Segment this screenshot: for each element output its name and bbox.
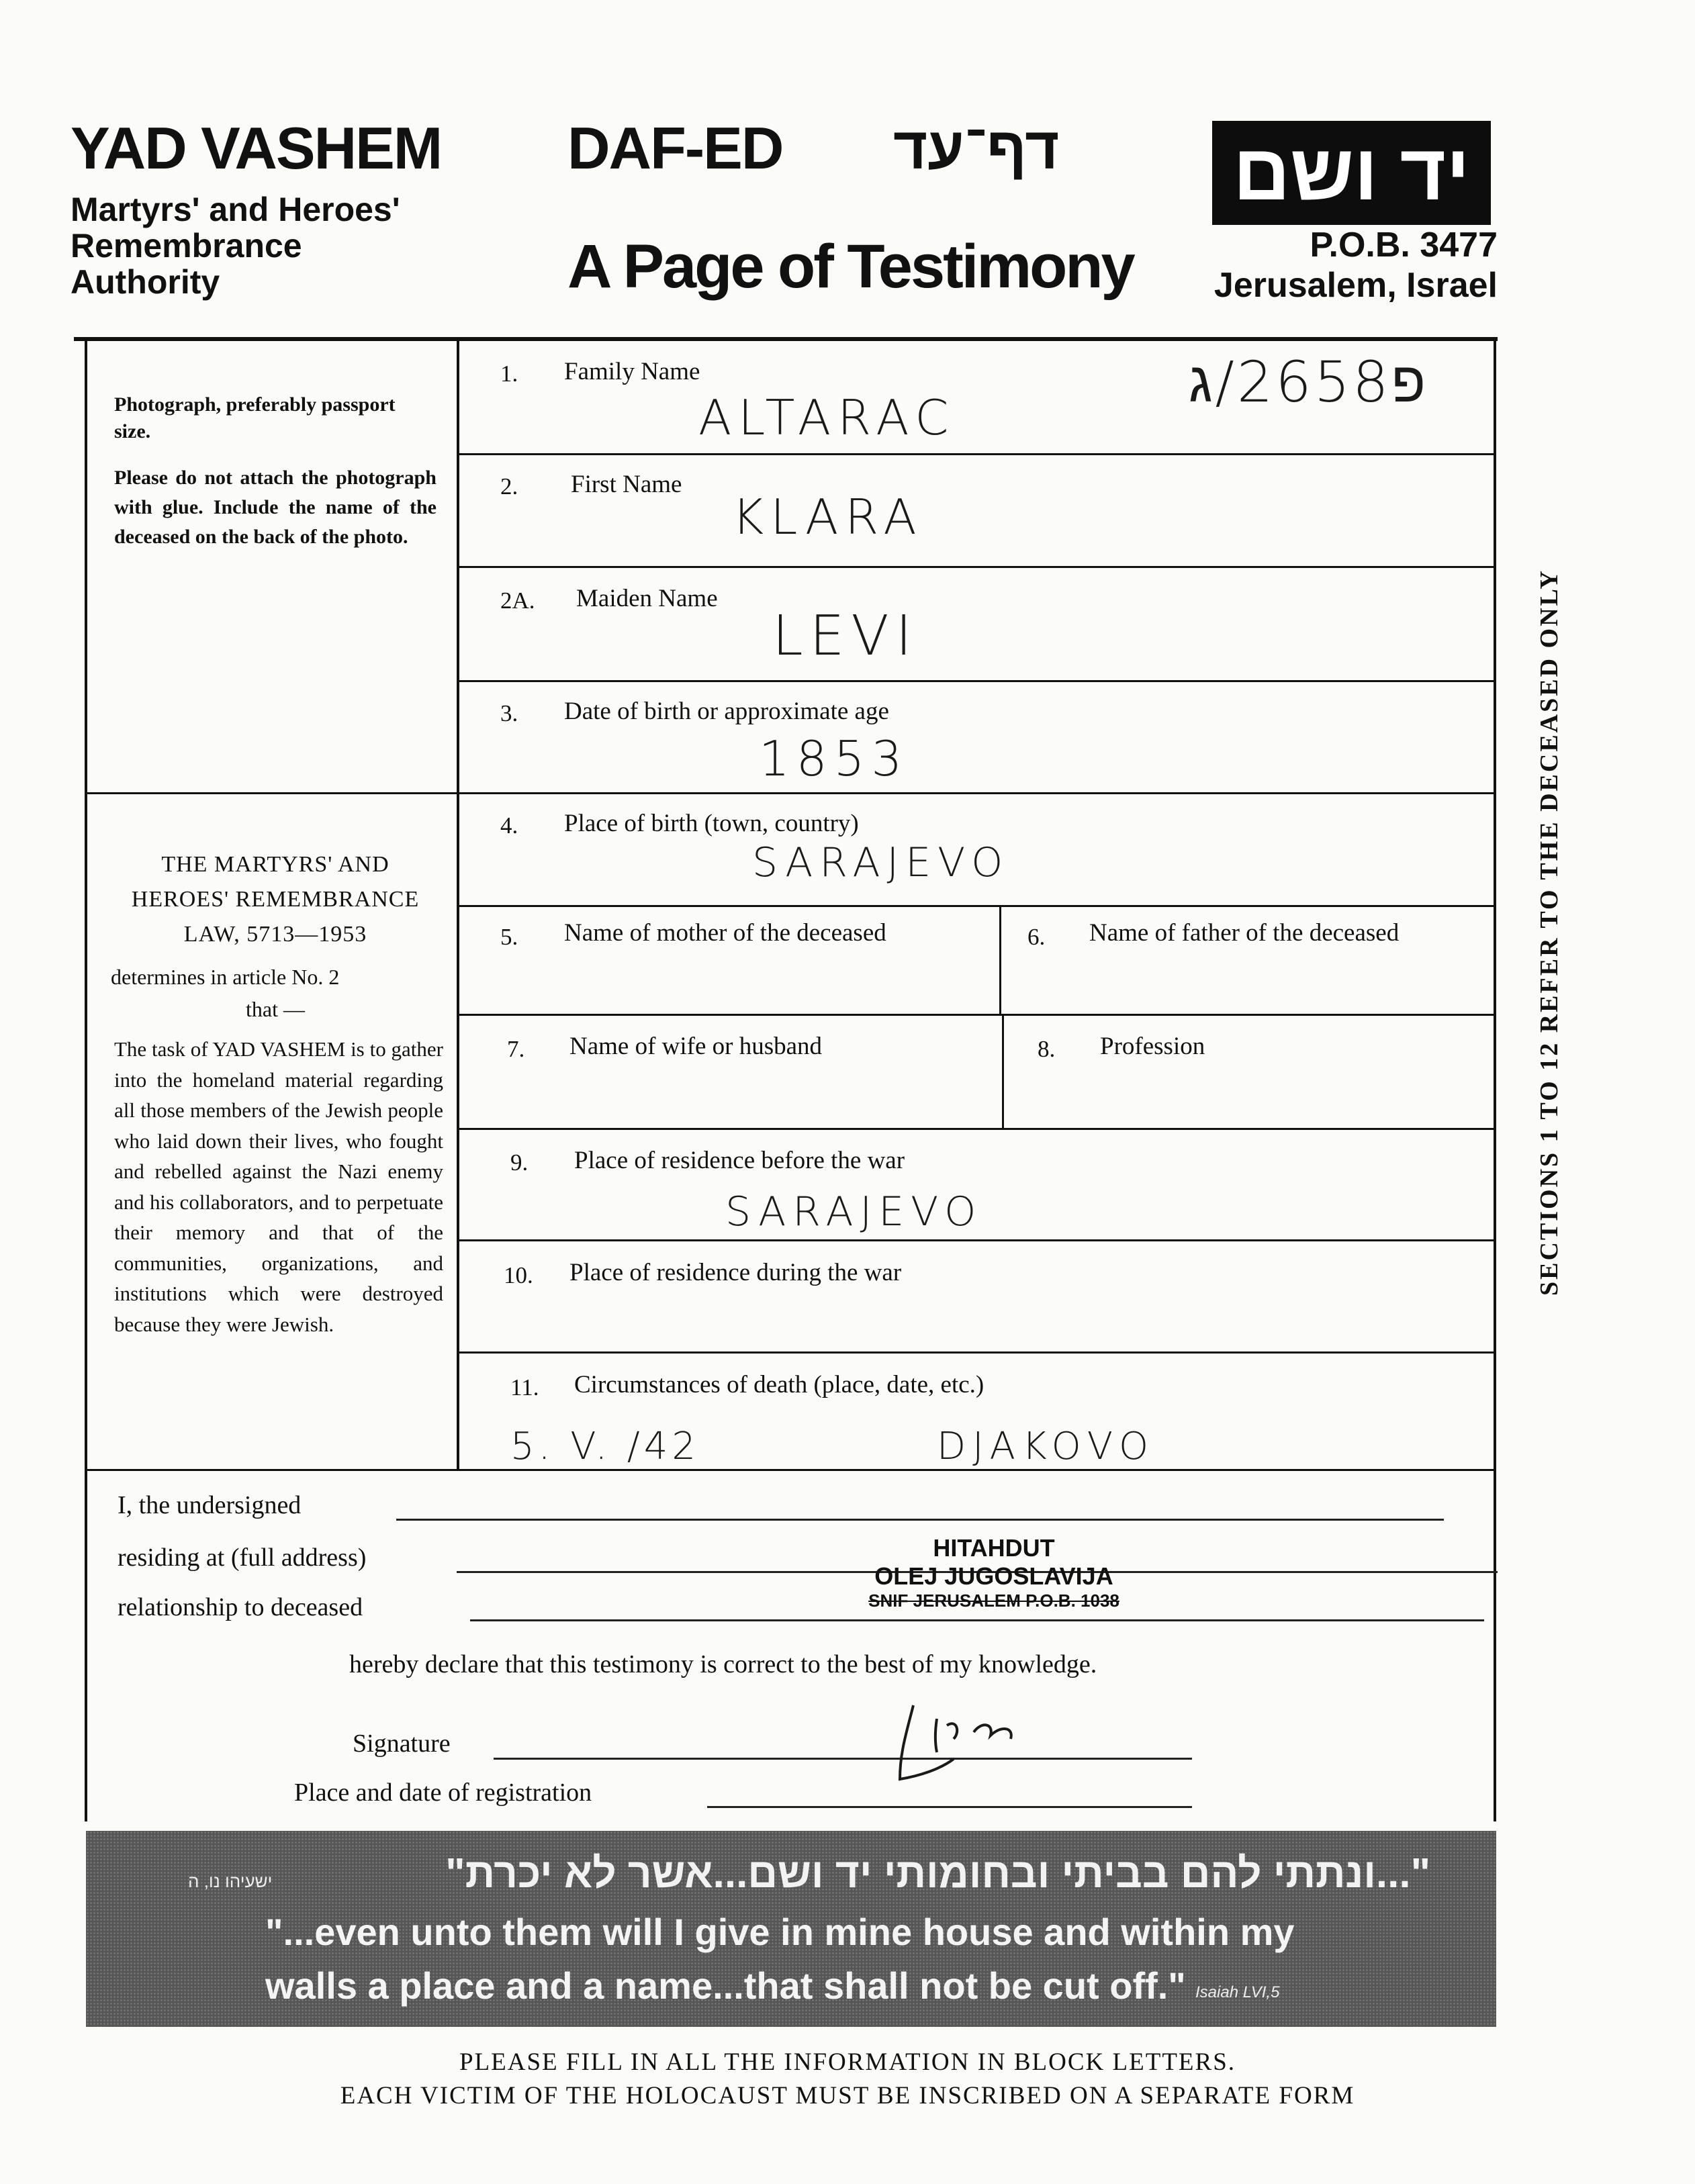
birth-date-value[interactable]: 1853 — [759, 730, 909, 787]
city-line: Jerusalem, Israel — [1213, 266, 1498, 305]
field-number: 4. — [500, 812, 518, 839]
stamp-line: OLEJ JUGOSLAVIJA — [874, 1562, 1113, 1590]
org-subtitle-line: Remembrance — [71, 227, 302, 265]
first-name-value[interactable]: KLARA — [732, 489, 923, 545]
postal-address — [1202, 225, 1498, 305]
law-title-line: LAW, 5713—1953 — [183, 922, 367, 947]
field-number: 3. — [500, 700, 518, 726]
relationship-line[interactable] — [470, 1619, 1484, 1621]
organization-stamp — [792, 1534, 1195, 1611]
birth-place-value[interactable]: SARAJEVO — [752, 839, 1010, 886]
address-label: residing at (full address) — [118, 1544, 367, 1572]
law-title-line: HEROES' REMEMBRANCE — [131, 887, 420, 912]
org-subtitle — [71, 191, 473, 300]
left-panel-divider — [85, 792, 458, 794]
father-name-label: Name of father of the deceased — [1089, 919, 1400, 947]
row-divider — [458, 1014, 1496, 1016]
row-divider — [458, 1351, 1496, 1354]
field-number: 2A. — [500, 587, 535, 614]
record-number: פ2658/ג — [1189, 349, 1428, 415]
daf-ed-title: DAF-ED — [567, 115, 783, 181]
row-divider — [458, 680, 1496, 682]
residence-during-label: Place of residence during the war — [569, 1259, 902, 1286]
row-divider — [458, 566, 1496, 568]
residence-before-label: Place of residence before the war — [574, 1147, 905, 1174]
cell-split — [999, 906, 1001, 1014]
hebrew-quote-reference: ישעיהו נו, ה — [188, 1871, 273, 1891]
photo-note: Photograph, preferably passport size. — [114, 393, 396, 442]
cell-split — [1002, 1015, 1004, 1128]
profession-label: Profession — [1100, 1033, 1205, 1060]
sections-side-label: SECTIONS 1 TO 12 REFER TO THE DECEASED ONLY — [1535, 569, 1563, 1296]
relationship-label: relationship to deceased — [118, 1593, 363, 1621]
english-quote-line: "...even unto them will I give in mine house and within my — [265, 1911, 1295, 1953]
birth-place-label: Place of birth (town, country) — [564, 810, 859, 837]
stamp-line: SNIF JERUSALEM P.O.B. 1038 — [868, 1590, 1119, 1611]
maiden-name-label: Maiden Name — [576, 585, 718, 612]
page-title: A Page of Testimony — [567, 232, 1134, 301]
footer-instruction: EACH VICTIM OF THE HOLOCAUST MUST BE INSCRIBED ON A SEPARATE FORM — [340, 2082, 1355, 2109]
stamp-line: HITAHDUT — [933, 1534, 1055, 1562]
field-number: 11. — [510, 1374, 539, 1400]
death-date-value[interactable]: 5. V. /42 — [510, 1425, 700, 1468]
form-section-divider — [85, 1469, 1495, 1471]
row-divider — [458, 1239, 1496, 1241]
spouse-name-label: Name of wife or husband — [569, 1033, 823, 1060]
field-number: 7. — [507, 1036, 525, 1062]
first-name-label: First Name — [571, 471, 682, 498]
row-divider — [458, 453, 1496, 455]
org-subtitle-line: Authority — [71, 263, 220, 301]
row-divider — [458, 792, 1496, 794]
law-that: that — — [246, 997, 305, 1021]
field-number: 6. — [1027, 924, 1046, 950]
field-number: 2. — [500, 473, 518, 500]
footer-instruction: PLEASE FILL IN ALL THE INFORMATION IN BLOCK LETTERS. — [459, 2048, 1236, 2076]
mother-name-label: Name of mother of the deceased — [564, 919, 886, 947]
place-date-line[interactable] — [707, 1806, 1192, 1808]
photo-instructions: Please do not attach the photograph with glue. Include the name of the deceased on the back of the photo. — [114, 467, 437, 548]
row-divider — [458, 1128, 1496, 1130]
place-date-label: Place and date of registration — [294, 1778, 592, 1807]
residence-before-value[interactable]: SARAJEVO — [725, 1188, 983, 1235]
form-left-border — [85, 341, 87, 1821]
field-number: 5. — [500, 924, 518, 950]
signature-scribble — [873, 1685, 1074, 1786]
birth-date-label: Date of birth or approximate age — [564, 698, 889, 725]
english-quote-reference: Isaiah LVI,5 — [1195, 1983, 1280, 2001]
org-subtitle-line: Martyrs' and Heroes' — [71, 191, 400, 228]
english-quote-line: walls a place and a name...that shall not be cut off." — [265, 1964, 1186, 2007]
death-place-value[interactable]: DJAKOVO — [937, 1425, 1156, 1468]
form-right-border — [1494, 341, 1496, 1821]
hebrew-title: דף־עד — [893, 115, 1060, 181]
law-determines: determines in article No. 2 — [111, 965, 340, 989]
law-title-line: THE MARTYRS' AND — [161, 852, 390, 877]
law-title — [101, 847, 450, 952]
signature-label: Signature — [353, 1729, 451, 1758]
form-top-border — [74, 337, 1498, 341]
field-number: 9. — [510, 1149, 529, 1176]
family-name-value[interactable]: ALTARAC — [698, 389, 956, 446]
undersigned-line[interactable] — [396, 1519, 1444, 1521]
field-number: 8. — [1038, 1036, 1056, 1062]
law-body: The task of YAD VASHEM is to gather into the homeland material regarding all those members of the Jewish people who laid down their lives, who fought and rebelled against the Nazi enemy and his collaborators, and to perpetuate their memory and that of the communities, organizations, and institutions which were destroyed because they were Jewish. — [114, 1037, 443, 1336]
signature-line[interactable] — [494, 1758, 1192, 1760]
declaration-text: hereby declare that this testimony is correct to the best of my knowledge. — [349, 1650, 1097, 1678]
family-name-label: Family Name — [564, 358, 700, 385]
death-circumstances-label: Circumstances of death (place, date, etc.) — [574, 1371, 984, 1398]
org-title: YAD VASHEM — [71, 115, 442, 181]
maiden-name-value[interactable]: LEVI — [772, 604, 919, 668]
undersigned-label: I, the undersigned — [118, 1491, 302, 1519]
pob-line: P.O.B. 3477 — [1310, 226, 1498, 265]
field-number: 1. — [500, 361, 518, 387]
yad-vashem-logo: יד ושם — [1212, 121, 1491, 225]
row-divider — [458, 905, 1496, 907]
hebrew-quote: "...ונתתי להם בביתי ובחומותי יד ושם...אשר לא יכרת" — [445, 1850, 1430, 1897]
field-number: 10. — [504, 1262, 533, 1288]
